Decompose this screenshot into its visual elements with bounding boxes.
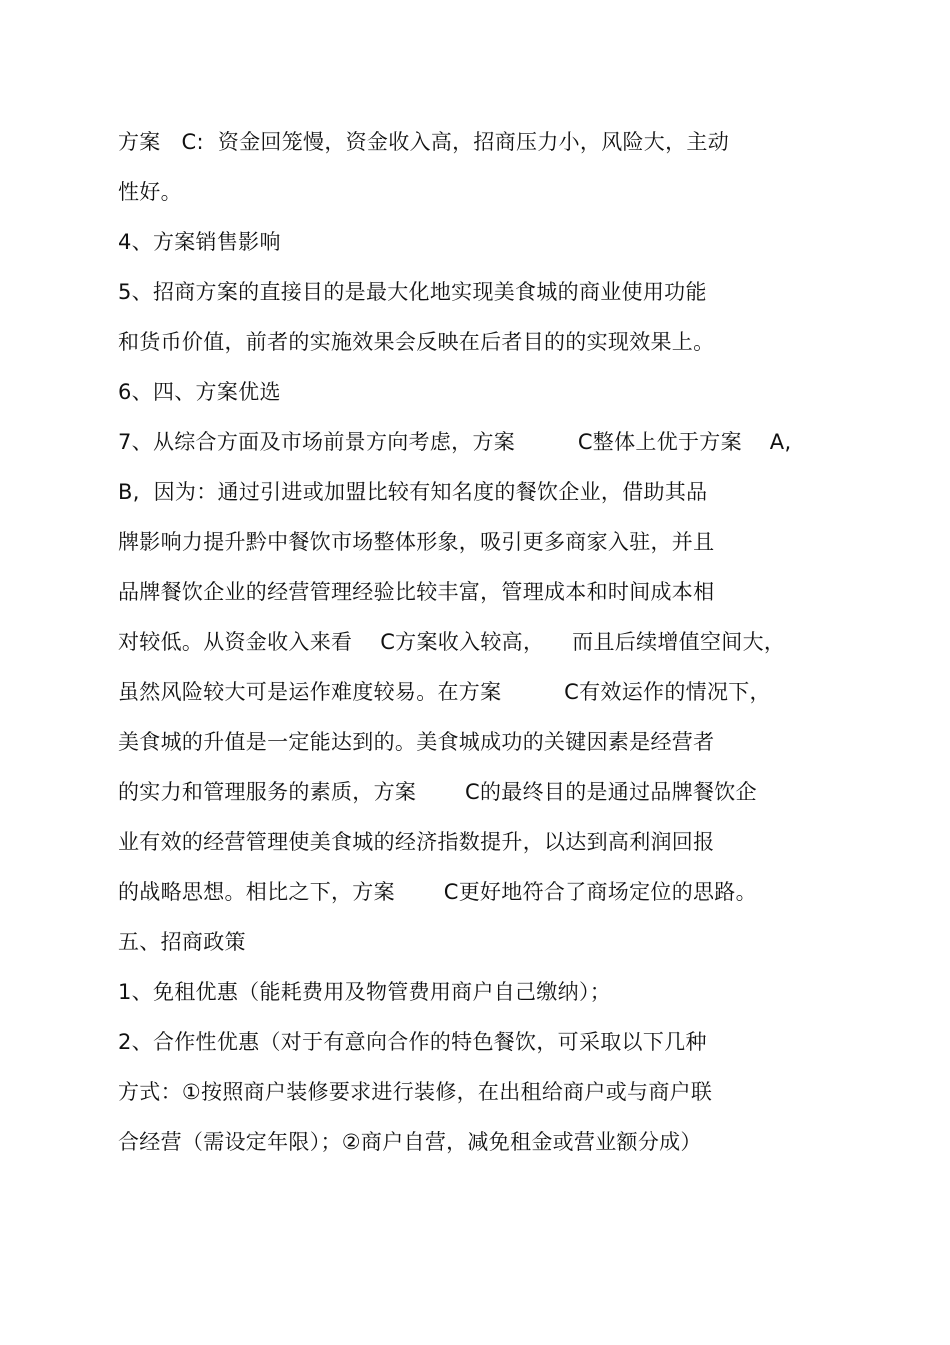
text-line-11: 对较低。从资金收入来看 C方案收入较高， 而且后续增值空间大， (118, 630, 786, 654)
text-line-6: 6、四、方案优选 (118, 380, 281, 404)
text-line-4: 5、招商方案的直接目的是最大化地实现美食城的商业使用功能 (118, 280, 707, 304)
text-line-7: 7、从综合方面及市场前景方向考虑，方案 C整体上优于方案 A, (118, 430, 792, 454)
text-line-21: 合经营（需设定年限）；②商户自营，减免租金或营业额分成） (118, 1130, 702, 1154)
text-line-18: 1、免租优惠（能耗费用及物管费用商户自己缴纳）； (118, 980, 612, 1004)
text-line-1: 方案 C: 资金回笼慢，资金收入高，招商压力小，风险大，主动 (118, 130, 730, 154)
text-line-10: 品牌餐饮企业的经营管理经验比较丰富，管理成本和时间成本相 (118, 580, 715, 604)
text-line-19: 2、合作性优惠（对于有意向合作的特色餐饮，可采取以下几种 (118, 1030, 707, 1054)
text-line-2: 性好。 (118, 180, 182, 204)
text-line-13: 美食城的升值是一定能达到的。美食城成功的关键因素是经营者 (118, 730, 715, 754)
text-line-9: 牌影响力提升黔中餐饮市场整体形象，吸引更多商家入驻，并且 (118, 530, 715, 554)
text-line-3: 4、方案销售影响 (118, 230, 281, 254)
text-line-16: 的战略思想。相比之下，方案 C更好地符合了商场定位的思路。 (118, 880, 757, 904)
text-line-20: 方式：①按照商户装修要求进行装修，在出租给商户或与商户联 (118, 1080, 713, 1104)
text-line-15: 业有效的经营管理使美食城的经济指数提升，以达到高利润回报 (118, 830, 715, 854)
section-heading: 五、招商政策 (118, 930, 246, 954)
text-line-5: 和货币价值，前者的实施效果会反映在后者目的的实现效果上。 (118, 330, 715, 354)
text-line-14: 的实力和管理服务的素质，方案 C的最终目的是通过品牌餐饮企 (118, 780, 757, 804)
text-line-8: B, 因为：通过引进或加盟比较有知名度的餐饮企业，借助其品 (118, 480, 708, 504)
text-line-12: 虽然风险较大可是运作难度较易。在方案 C有效运作的情况下， (118, 680, 771, 704)
